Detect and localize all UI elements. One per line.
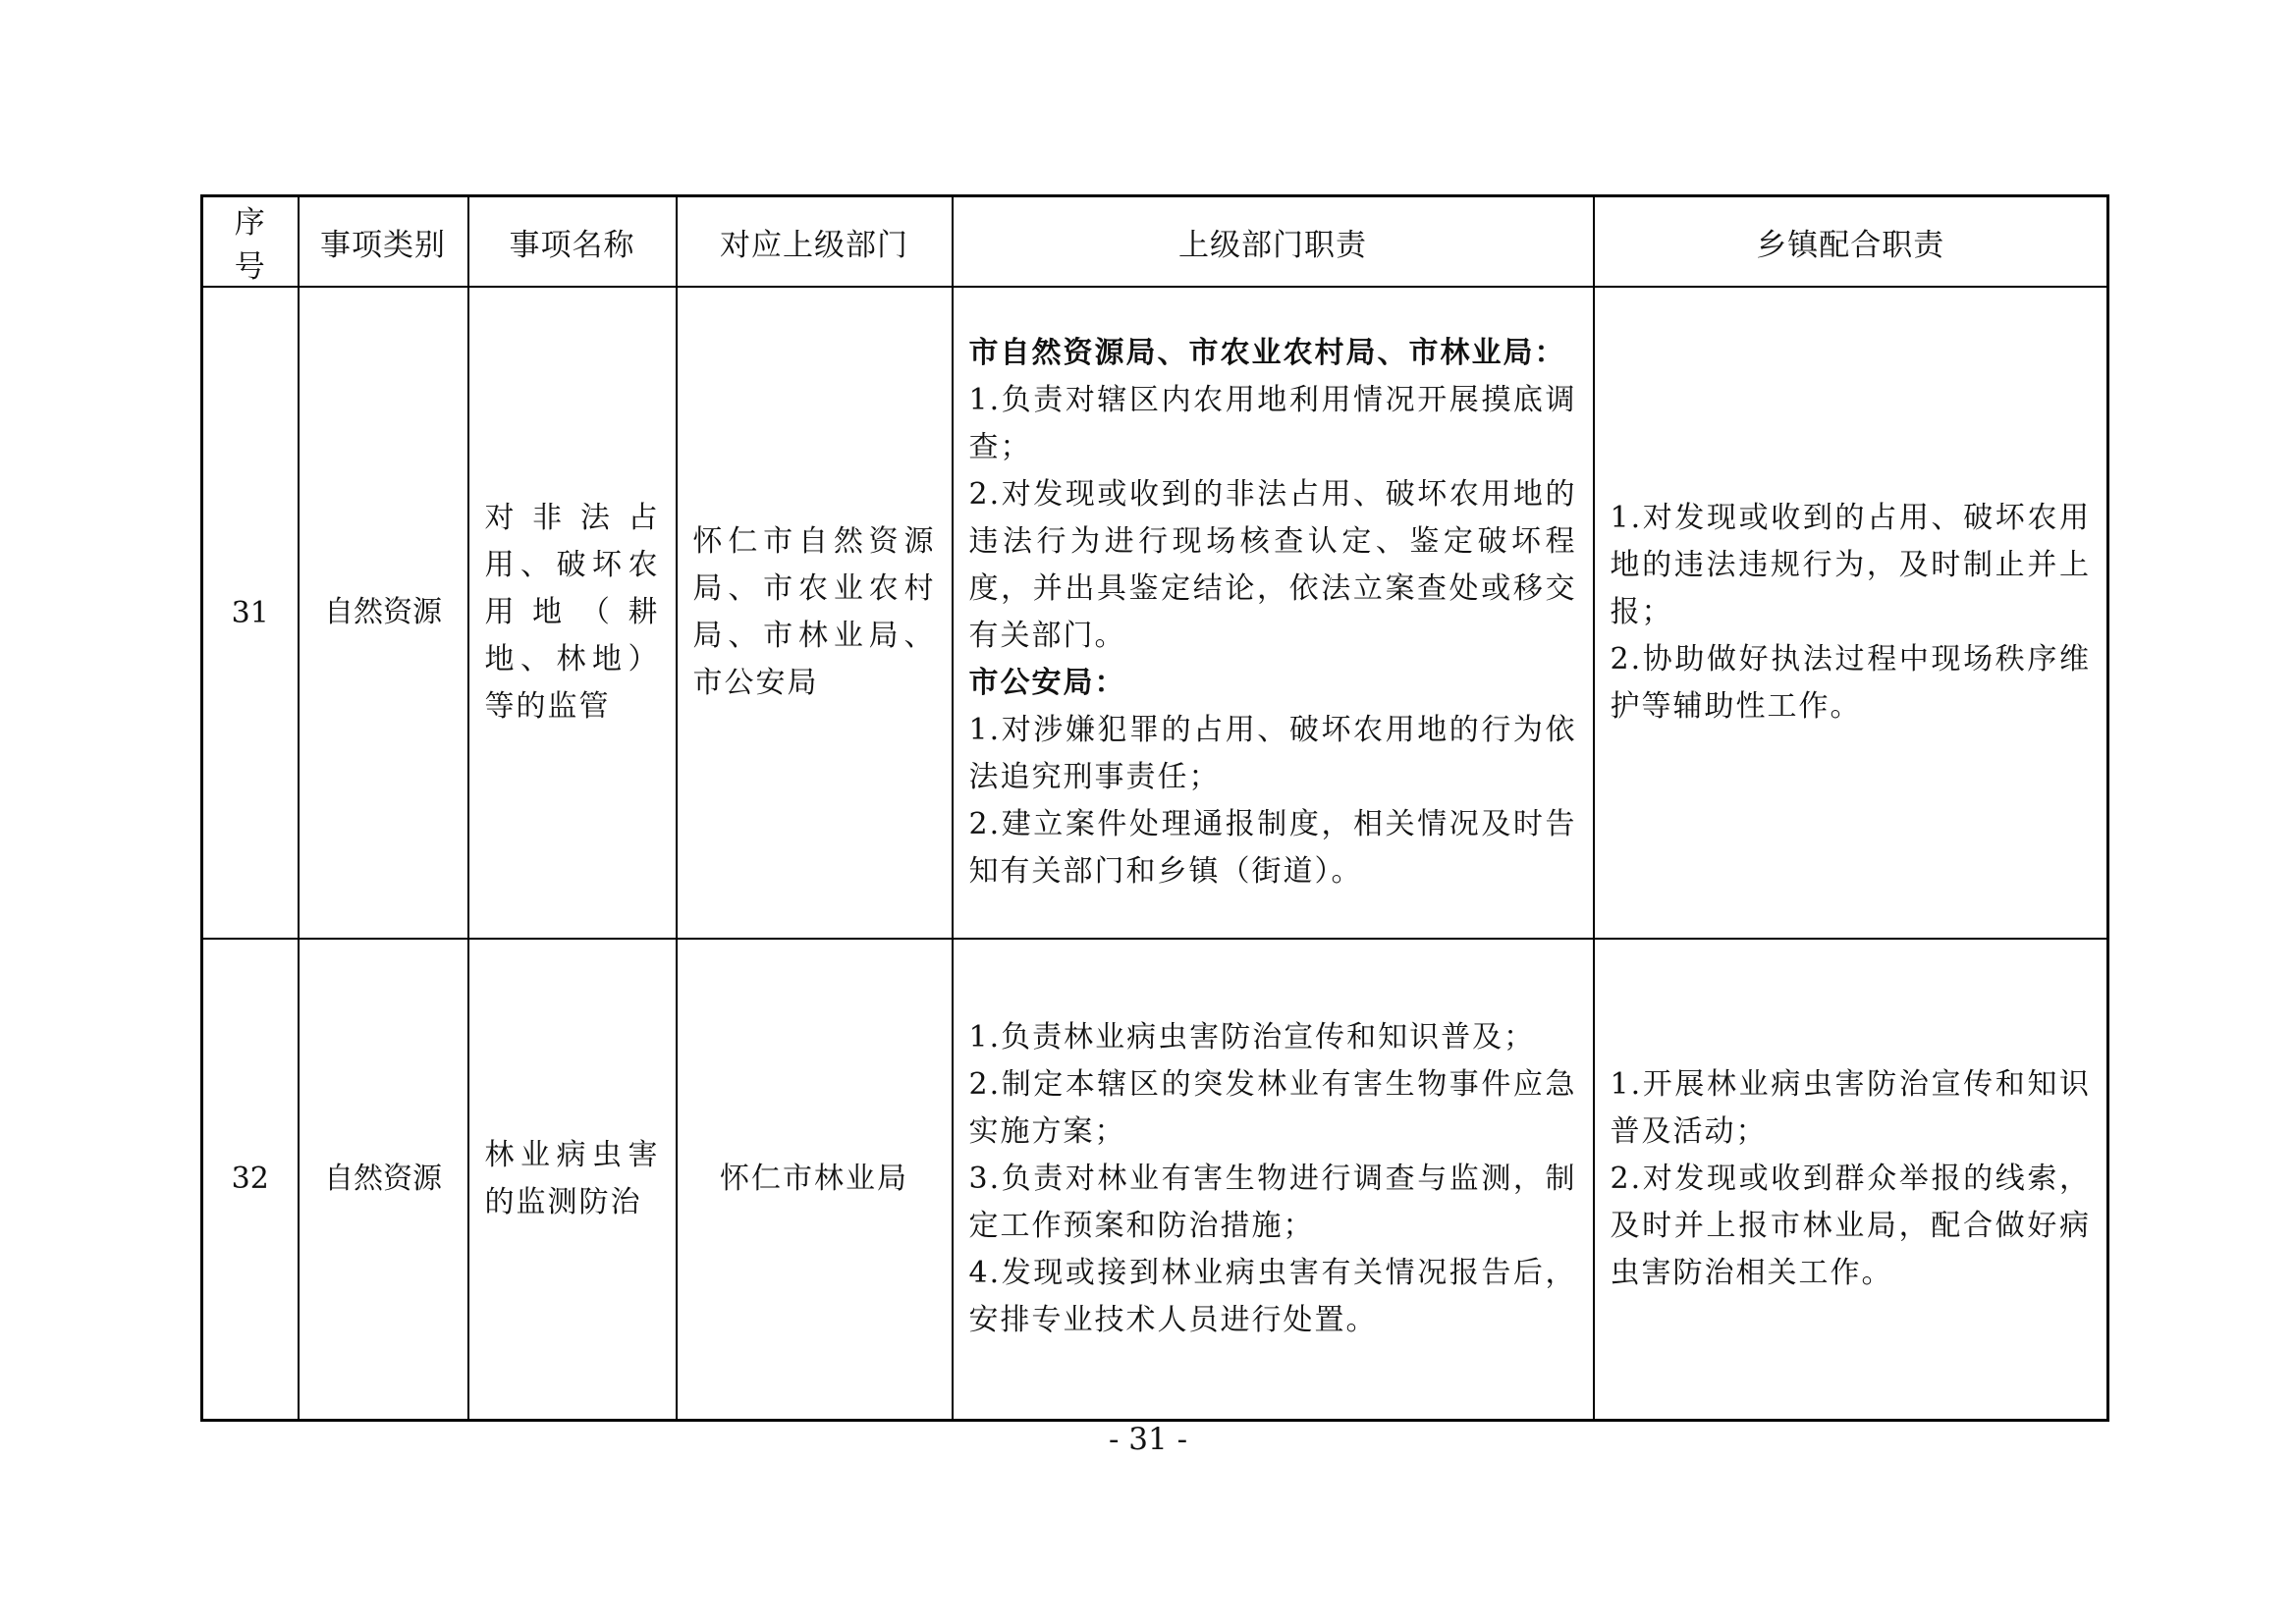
row-category: 自然资源 [299, 939, 468, 1420]
duty-heading: 市自然资源局、市农业农村局、市林业局： [968, 336, 1566, 370]
duty-item: 2.建立案件处理通报制度，相关情况及时告知有关部门和乡镇（街道）。 [968, 807, 1577, 889]
row-town-duties [1594, 939, 2108, 1420]
duty-item: 2.制定本辖区的突发林业有害生物事件应急实施方案； [968, 1066, 1577, 1149]
duty-item: 2.协助做好执法过程中现场秩序维护等辅助性工作。 [1610, 642, 2091, 724]
row-department: 怀仁市自然资源局、市农业农村局、市林业局、市公安局 [677, 287, 953, 939]
duty-table [200, 194, 2109, 1422]
duty-item: 1.负责对辖区内农用地利用情况开展摸底调查； [968, 383, 1577, 464]
duty-item: 4.发现或接到林业病虫害有关情况报告后，安排专业技术人员进行处置。 [968, 1255, 1577, 1337]
duty-item: 1.开展林业病虫害防治宣传和知识普及活动； [1610, 1066, 2091, 1149]
header-upper-duties: 上级部门职责 [953, 196, 1594, 288]
row-item-name: 对非法占用、破坏农用地（耕地、林地）等的监管 [468, 287, 677, 939]
duty-item: 3.负责对林业有害生物进行调查与监测，制定工作预案和防治措施； [968, 1161, 1577, 1243]
duty-item: 1.对涉嫌犯罪的占用、破坏农用地的行为依法追究刑事责任； [968, 713, 1577, 794]
table-row [202, 287, 2108, 939]
header-item-name: 事项名称 [468, 196, 677, 288]
row-seq: 31 [202, 287, 299, 939]
duty-item: 2.对发现或收到群众举报的线索，及时并上报市林业局，配合做好病虫害防治相关工作。 [1610, 1161, 2091, 1290]
page-number: - 31 - [1108, 1422, 1188, 1457]
row-town-duties [1594, 287, 2108, 939]
duty-item: 1.负责林业病虫害防治宣传和知识普及； [968, 1019, 1536, 1055]
duty-heading: 市公安局： [968, 666, 1126, 700]
row-upper-duties [953, 287, 1594, 939]
row-category: 自然资源 [299, 287, 468, 939]
duty-item: 1.对发现或收到的占用、破坏农用地的违法违规行为，及时制止并上报； [1610, 501, 2091, 629]
header-category: 事项类别 [299, 196, 468, 288]
table-row [202, 939, 2108, 1420]
table-header-row [202, 196, 2108, 288]
duty-item: 2.对发现或收到的非法占用、破坏农用地的违法行为进行现场核查认定、鉴定破坏程度，并出具鉴定结论，依法立案查处或移交有关部门。 [968, 477, 1577, 653]
row-seq: 32 [202, 939, 299, 1420]
row-upper-duties [953, 939, 1594, 1420]
header-seq: 序号 [202, 196, 299, 288]
header-town-duties: 乡镇配合职责 [1594, 196, 2108, 288]
row-item-name: 林业病虫害的监测防治 [468, 939, 677, 1420]
header-department: 对应上级部门 [677, 196, 953, 288]
row-department: 怀仁市林业局 [677, 939, 953, 1420]
